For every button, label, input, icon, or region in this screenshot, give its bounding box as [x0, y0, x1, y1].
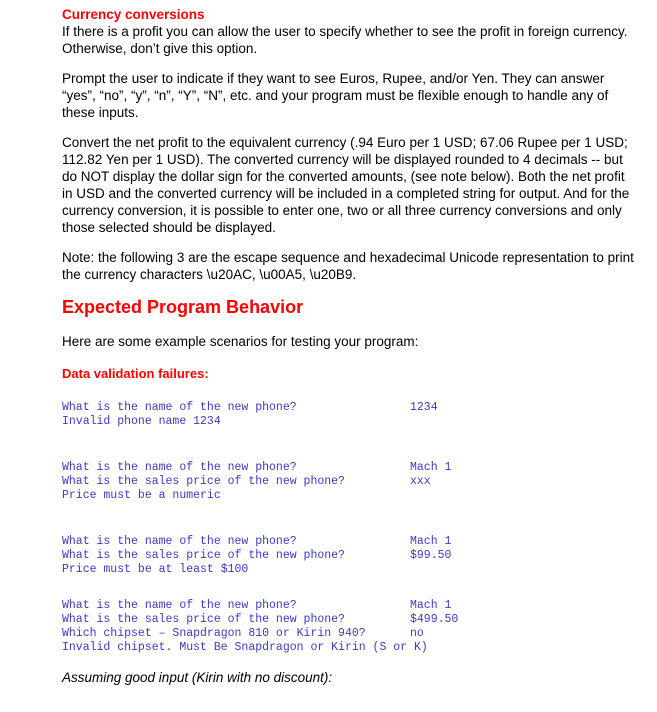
console-line	[62, 475, 635, 489]
console-line	[62, 535, 635, 549]
console-scenario	[62, 599, 635, 655]
console-prompt-text: What is the name of the new phone?	[62, 461, 297, 474]
console-prompt-text: Invalid chipset. Must Be Snapdragon or Kirin (S or K)	[62, 641, 428, 654]
console-user-input: $499.50	[410, 613, 459, 626]
console-scenario	[62, 401, 635, 429]
console-prompt-text: Price must be a numeric	[62, 489, 221, 502]
console-user-input: no	[410, 627, 424, 640]
console-line	[62, 627, 635, 641]
console-scenario	[62, 535, 635, 577]
console-prompt-text: Invalid phone name 1234	[62, 415, 221, 428]
console-user-input: xxx	[410, 475, 431, 488]
paragraph-prompt-user: Prompt the user to indicate if they want to see Euros, Rupee, and/or Yen. They can answer “yes”, “no”, “y”, “n”, “Y”, “N”, etc. and your program must be flexible enough to handle any of these inputs.	[62, 71, 609, 120]
console-prompt-text: What is the name of the new phone?	[62, 401, 297, 414]
paragraph-currency-intro: If there is a profit you can allow the user to specify whether to see the profit in foreign currency. Otherwise, don’t give this option.	[62, 24, 628, 56]
console-user-input: 1234	[410, 401, 438, 414]
paragraph-scenarios-intro: Here are some example scenarios for testing your program:	[62, 334, 419, 349]
console-line	[62, 401, 635, 415]
console-scenarios	[62, 401, 635, 655]
subheading-data-validation: Data validation failures:	[62, 366, 209, 381]
section-heading-expected-behavior: Expected Program Behavior	[62, 297, 304, 317]
console-prompt-text: What is the sales price of the new phone?	[62, 549, 345, 562]
console-prompt-text: What is the name of the new phone?	[62, 599, 297, 612]
console-prompt-text: What is the name of the new phone?	[62, 535, 297, 548]
console-scenario	[62, 461, 635, 503]
paragraph-unicode-note: Note: the following 3 are the escape sequence and hexadecimal Unicode representation to print the currency characters \u20AC, \u00A5, \u20B9.	[62, 250, 634, 282]
console-line	[62, 599, 635, 613]
paragraph-assuming-good-input: Assuming good input (Kirin with no discount):	[62, 670, 333, 685]
console-prompt-text: What is the sales price of the new phone?	[62, 613, 345, 626]
console-line	[62, 641, 635, 655]
console-line	[62, 415, 635, 429]
console-user-input: Mach 1	[410, 599, 452, 612]
console-user-input: $99.50	[410, 549, 452, 562]
console-prompt-text: Price must be at least $100	[62, 563, 249, 576]
paragraph-conversion-rates: Convert the net profit to the equivalent currency (.94 Euro per 1 USD; 67.06 Rupee per 1 USD; 112.82 Yen per 1 USD). The converted currency will be displayed rounded to 4 decimals -- but do NOT display the dollar sign for the converted amounts, (see note below). Both the net profit in USD and the converted currency will be included in a completed string for output. And for the currency conversion, it is possible to enter one, two or all three currency conversions and only those selected should be displayed.	[62, 135, 630, 235]
console-prompt-text: Which chipset – Snapdragon 810 or Kirin 940?	[62, 627, 366, 640]
console-line	[62, 563, 635, 577]
console-line	[62, 613, 635, 627]
console-line	[62, 549, 635, 563]
console-prompt-text: What is the sales price of the new phone?	[62, 475, 345, 488]
console-user-input: Mach 1	[410, 535, 452, 548]
console-line	[62, 489, 635, 503]
console-line	[62, 461, 635, 475]
console-user-input: Mach 1	[410, 461, 452, 474]
section-heading-currency-conversions: Currency conversions	[62, 7, 205, 22]
